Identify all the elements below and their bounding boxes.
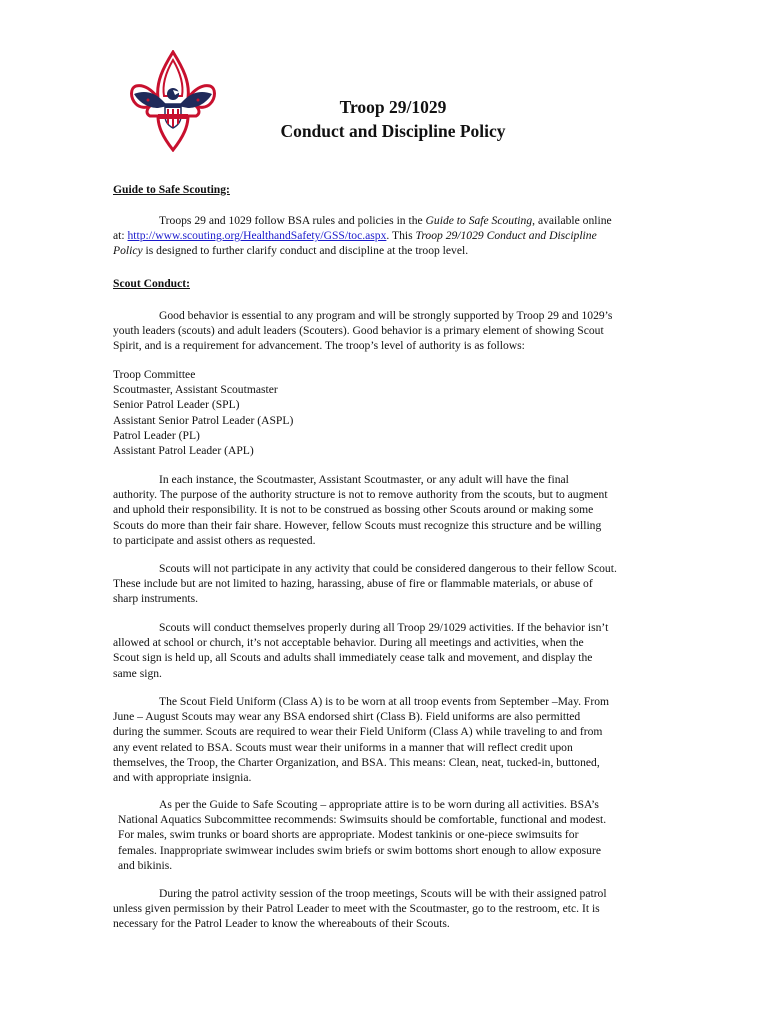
paragraph-line: any event related to BSA. Scouts must wear their uniforms in a manner that will reflect credit upon	[113, 740, 573, 754]
paragraph-line: during the summer. Scouts are required to wear their Field Uniform (Class A) while traveling to and from	[113, 725, 603, 739]
text-span: Good behavior is essential to any program and will be strongly supported by Troop 29 and 1029’s	[159, 309, 613, 322]
text-span: at:	[113, 229, 128, 243]
paragraph-line: National Aquatics Subcommittee recommends: Swimsuits should be comfortable, functional and modest.	[118, 813, 607, 827]
text-span: As per the Guide to Safe Scouting – appropriate attire is to be worn during all activities. BSA’s	[159, 798, 599, 811]
paragraph-line: same sign.	[113, 666, 162, 680]
list-item: Troop Committee	[113, 368, 196, 381]
paragraph-line: These include but are not limited to hazing, harassing, abuse of fire or flammable materials, or abuse of	[113, 577, 593, 591]
guide-title-italic: Guide to Safe Scouting	[425, 214, 533, 227]
paragraph-line	[113, 472, 658, 487]
guide-line-1	[113, 213, 658, 228]
paragraph-line: necessary for the Patrol Leader to know the whereabouts of their Scouts.	[113, 917, 450, 931]
conduct-paragraph-4	[113, 620, 658, 681]
list-item: Senior Patrol Leader (SPL)	[113, 398, 240, 412]
text-span: Scouts will conduct themselves properly during all Troop 29/1029 activities. If the behavior isn’t	[159, 621, 609, 634]
paragraph-line: Scouts do more than their fair share. However, fellow Scouts must recognize this structure and be willing	[113, 518, 602, 532]
paragraph-line: and uphold their responsibility. It is not to be construed as bossing other Scouts around or making some	[113, 503, 594, 517]
paragraph-line: Spirit, and is a requirement for advancement. The troop’s level of authority is as follows:	[113, 339, 525, 353]
text-span: In each instance, the Scoutmaster, Assistant Scoutmaster, or any adult will have the final	[159, 473, 569, 486]
conduct-paragraph-2	[113, 472, 658, 548]
paragraph-line: For males, swim trunks or board shorts are appropriate. Modest tankinis or one-piece swimsuits for	[118, 828, 579, 842]
paragraph-line: Scout sign is held up, all Scouts and adults shall immediately cease talk and movement, and display the	[113, 651, 593, 665]
list-item: Assistant Patrol Leader (APL)	[113, 444, 254, 458]
paragraph-line: and with appropriate insignia.	[113, 771, 252, 785]
section-heading-guide: Guide to Safe Scouting:	[113, 183, 230, 196]
document-subtitle: Conduct and Discipline Policy	[280, 121, 506, 141]
guide-line-2	[113, 228, 658, 243]
guide-url-link[interactable]: http://www.scouting.org/HealthandSafety/GSS/toc.aspx	[127, 229, 387, 243]
paragraph-line	[113, 561, 658, 576]
policy-title-italic: Policy	[113, 244, 143, 258]
paragraph-line: and bikinis.	[118, 858, 173, 872]
paragraph-line: allowed at school or church, it’s not acceptable behavior. During all meetings and activities, when the	[113, 636, 584, 650]
list-item: Assistant Senior Patrol Leader (ASPL)	[113, 413, 294, 427]
document-title: Troop 29/1029	[339, 97, 447, 117]
paragraph-line: females. Inappropriate swimwear includes swim briefs or swim bottoms short enough to allow exposure	[118, 843, 601, 857]
conduct-paragraph-7	[113, 886, 658, 932]
paragraph-line: sharp instruments.	[113, 592, 199, 606]
conduct-paragraph-1	[113, 308, 658, 354]
paragraph-line	[113, 620, 658, 635]
conduct-paragraph-6	[118, 797, 663, 873]
conduct-paragraph-5	[113, 694, 658, 785]
paragraph-line: to participate and assist others as requested.	[113, 533, 316, 547]
section-heading-conduct: Scout Conduct:	[113, 277, 190, 290]
text-span: is designed to further clarify conduct and discipline at the troop level.	[142, 244, 469, 258]
text-span: During the patrol activity session of the troop meetings, Scouts will be with their assigned patrol	[159, 887, 607, 900]
text-span: Troops 29 and 1029 follow BSA rules and policies in the	[159, 214, 426, 227]
paragraph-line	[113, 694, 658, 709]
text-span: . This	[386, 229, 416, 243]
paragraph-line	[113, 308, 658, 323]
paragraph-line: youth leaders (scouts) and adult leaders (Scouters). Good behavior is a primary element of showing Scout	[113, 324, 604, 338]
text-span: , available online	[532, 214, 612, 227]
paragraph-line	[113, 886, 658, 901]
paragraph-line: themselves, the Troop, the Charter Organization, and BSA. This means: Clean, neat, tucked-in, buttoned,	[113, 755, 600, 769]
guide-paragraph	[113, 213, 658, 259]
policy-title-italic: Troop 29/1029 Conduct and Discipline	[415, 229, 597, 243]
paragraph-line: unless given permission by their Patrol Leader to meet with the Scoutmaster, go to the restroom, etc. It is	[113, 902, 600, 916]
text-span: The Scout Field Uniform (Class A) is to be worn at all troop events from September –May. From	[159, 695, 610, 708]
list-item: Patrol Leader (PL)	[113, 428, 200, 442]
paragraph-line: authority. The purpose of the authority structure is not to remove authority from the scouts, but to augment	[113, 488, 608, 502]
guide-line-3	[113, 243, 658, 258]
text-span: Scouts will not participate in any activity that could be considered dangerous to their fellow Scout.	[159, 562, 617, 575]
list-item: Scoutmaster, Assistant Scoutmaster	[113, 383, 278, 397]
conduct-paragraph-3	[113, 561, 658, 607]
paragraph-line	[118, 797, 663, 812]
paragraph-line: June – August Scouts may wear any BSA endorsed shirt (Class B). Field uniforms are also permitted	[113, 710, 581, 724]
authority-list	[113, 367, 293, 458]
